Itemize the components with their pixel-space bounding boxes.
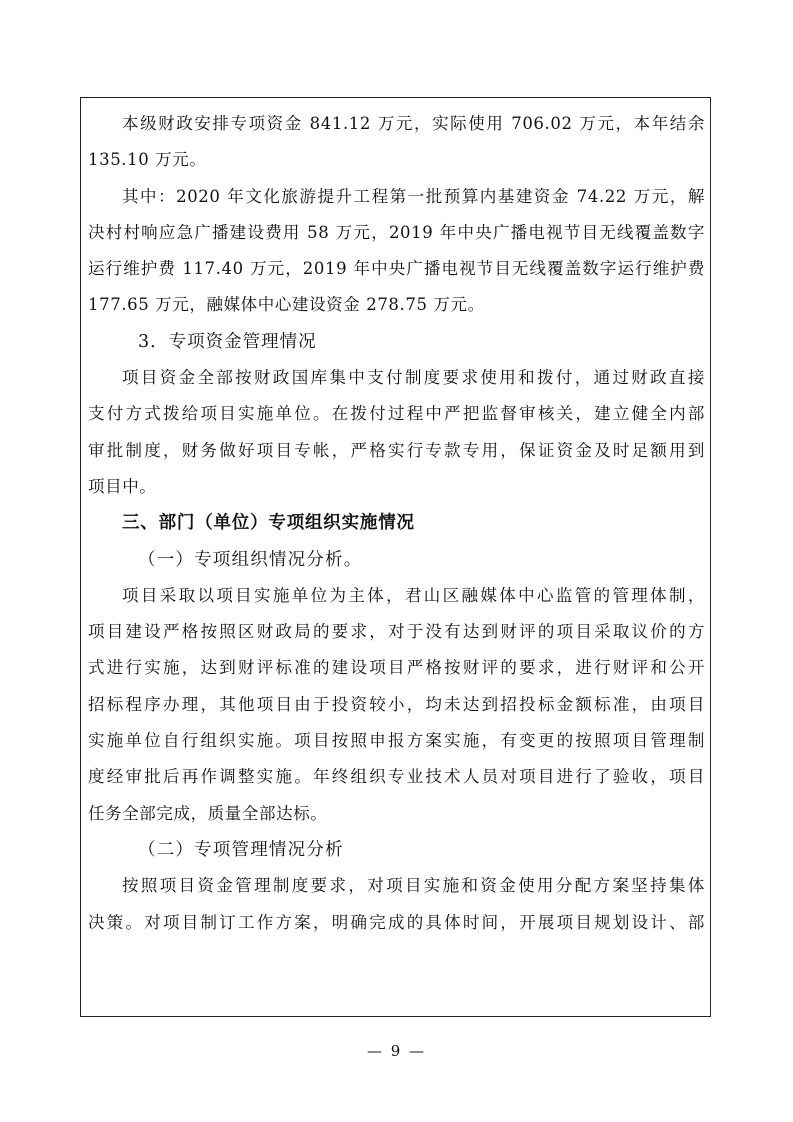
text-line: 其中：2020 年文化旅游提升工程第一批预算内基建资金 74.22 万元，解 <box>122 186 705 206</box>
paragraph-funding-summary <box>88 106 705 179</box>
text-line: 按照项目资金管理制度要求，对项目实施和资金使用分配方案坚持集体 <box>122 876 705 896</box>
text-line: 项目资金全部按财政国库集中支付制度要求使用和拨付，通过财政直接 <box>122 368 705 388</box>
text-line: 本级财政安排专项资金 841.12 万元，实际使用 706.02 万元，本年结余 <box>122 114 705 133</box>
text-line: 135.10 万元。 <box>88 150 207 170</box>
text-line: 项目采取以项目实施单位为主体，君山区融媒体中心监管的管理体制， <box>122 585 705 605</box>
text-line: 项目建设严格按照区财政局的要求，对于没有达到财评的项目采取议价的方 <box>88 622 705 642</box>
content-frame <box>80 97 711 1017</box>
text-line: 审批制度，财务做好项目专帐，严格实行专款专用，保证资金及时足额用到 <box>88 440 705 460</box>
text-line: 运行维护费 117.40 万元，2019 年中央广播电视节目无线覆盖数字运行维护费 <box>88 259 705 279</box>
heading-management-analysis: （二）专项管理情况分析 <box>138 839 344 860</box>
paragraph-funding-detail <box>88 179 705 324</box>
text-line: 招标程序办理，其他项目由于投资较小，均未达到招投标金额标准，由项目 <box>88 694 705 714</box>
text-line: 度经审批后再作调整实施。年终组织专业技术人员对项目进行了验收，项目 <box>88 767 705 787</box>
text-line: 任务全部完成，质量全部达标。 <box>88 803 328 823</box>
text-line: 式进行实施，达到财评标准的建设项目严格按财评的要求，进行财评和公开 <box>88 658 705 678</box>
paragraph-organization <box>88 578 705 832</box>
text-line: 决策。对项目制订工作方案，明确完成的具体时间，开展项目规划设计、部 <box>88 912 705 932</box>
paragraph-fund-management <box>88 360 705 505</box>
text-line: 177.65 万元，融媒体中心建设资金 278.75 万元。 <box>88 295 485 315</box>
heading-fund-management: 3．专项资金管理情况 <box>138 331 317 352</box>
heading-section-three: 三、部门（单位）专项组织实施情况 <box>122 513 415 534</box>
heading-organization-analysis: （一）专项组织情况分析。 <box>138 549 363 570</box>
page-number: — 9 — <box>366 1042 427 1060</box>
document-body <box>88 106 705 941</box>
paragraph-management <box>88 868 705 941</box>
text-line: 项目中。 <box>88 476 157 496</box>
text-line: 决村村响应急广播建设费用 58 万元，2019 年中央广播电视节目无线覆盖数字 <box>88 222 705 242</box>
text-line: 支付方式拨给项目实施单位。在拨付过程中严把监督审核关，建立健全内部 <box>88 404 705 424</box>
text-line: 实施单位自行组织实施。项目按照申报方案实施，有变更的按照项目管理制 <box>88 731 705 751</box>
